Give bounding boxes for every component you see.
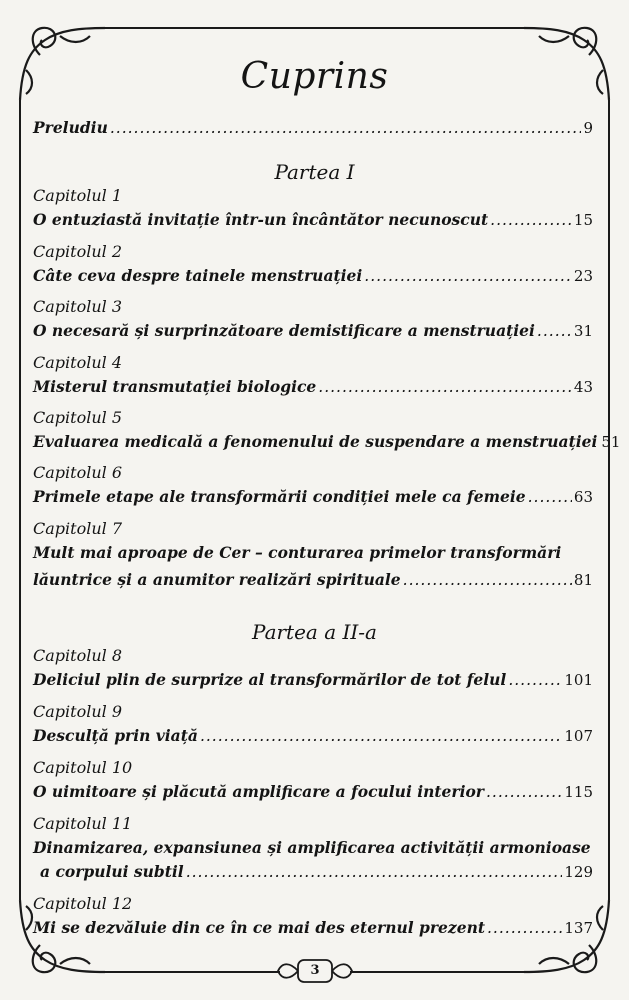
toc-entry[interactable] — [33, 266, 593, 288]
chapter-label: Capitolul 2 — [33, 242, 123, 261]
toc-page-number: 107 — [564, 727, 593, 745]
part-heading: Partea I — [274, 160, 355, 184]
leader-dots — [537, 322, 572, 340]
toc-page-number: 115 — [564, 783, 593, 801]
leader-dots — [490, 211, 572, 229]
toc-page-number: 15 — [573, 211, 593, 229]
toc-entry[interactable] — [33, 210, 593, 232]
toc-entry-line[interactable] — [33, 543, 593, 565]
toc-entry-title: O uimitoare și plăcută amplificare a focului interior — [33, 782, 484, 801]
toc-entry-title: Dinamizarea, expansiunea și amplificarea activității armonioase — [33, 838, 591, 857]
toc-entry[interactable] — [40, 862, 593, 884]
toc-entry[interactable] — [33, 321, 593, 343]
toc-page-number: 23 — [573, 267, 593, 285]
chapter-label: Capitolul 5 — [33, 408, 123, 427]
toc-entry[interactable] — [33, 918, 593, 940]
leader-dots — [318, 378, 572, 396]
part-heading: Partea a II-a — [252, 620, 377, 644]
chapter-label: Capitolul 9 — [33, 702, 123, 721]
page-number: 3 — [310, 963, 320, 978]
toc-entry-title: Primele etape ale transformării condiției mele ca femeie — [33, 487, 526, 506]
leader-dots — [200, 727, 562, 745]
toc-entry[interactable] — [33, 782, 593, 804]
toc-page-number: 137 — [564, 919, 593, 937]
leader-dots — [364, 267, 572, 285]
chapter-label: Capitolul 11 — [33, 814, 133, 833]
leader-dots — [486, 783, 562, 801]
toc-page-number: 101 — [564, 671, 593, 689]
chapter-label: Capitolul 3 — [33, 297, 123, 316]
toc-entry-title: O entuziastă invitație într-un încântător necunoscut — [33, 210, 489, 229]
toc-entry[interactable] — [33, 377, 593, 399]
toc-page-number: 9 — [583, 119, 593, 137]
leader-dots — [186, 863, 563, 881]
toc-entry-line[interactable] — [33, 838, 593, 860]
toc-entry-title: Desculță prin viață — [33, 726, 198, 745]
toc-page-number: 43 — [573, 378, 593, 396]
chapter-label: Capitolul 8 — [33, 646, 123, 665]
chapter-label: Capitolul 6 — [33, 463, 123, 482]
toc-entry-title: Mi se dezvăluie din ce în ce mai des eternul prezent — [33, 918, 485, 937]
leader-dots — [508, 671, 562, 689]
toc-entry-prelude[interactable] — [33, 118, 593, 140]
toc-entry-title: Câte ceva despre tainele menstruației — [33, 266, 363, 285]
toc-entry[interactable] — [33, 487, 593, 509]
toc-entry[interactable] — [33, 432, 621, 454]
toc-entry[interactable] — [33, 670, 593, 692]
chapter-label: Capitolul 1 — [33, 186, 123, 205]
page-title: Cuprins — [240, 56, 389, 97]
leader-dots — [487, 919, 562, 937]
toc-entry-title: Mult mai aproape de Cer – conturarea primelor transformări — [33, 543, 562, 562]
chapter-label: Capitolul 4 — [33, 353, 123, 372]
toc-entry-title: a corpului subtil — [40, 862, 184, 881]
toc-page-number: 129 — [564, 863, 593, 881]
toc-page-number: 51 — [601, 433, 621, 451]
toc-entry-title: Misterul transmutației biologice — [33, 377, 317, 396]
chapter-label: Capitolul 10 — [33, 758, 133, 777]
chapter-label: Capitolul 12 — [33, 894, 133, 913]
toc-page-number: 31 — [573, 322, 593, 340]
toc-page-number: 81 — [573, 571, 593, 589]
leader-dots — [403, 571, 572, 589]
toc-entry[interactable] — [33, 726, 593, 748]
chapter-label: Capitolul 7 — [33, 519, 123, 538]
toc-entry-title: Deliciul plin de surprize al transformărilor de tot felul — [33, 670, 507, 689]
toc-entry-title: O necesară și surprinzătoare demistificare a menstruației — [33, 321, 535, 340]
toc-entry-title: lăuntrice și a anumitor realizări spirituale — [33, 570, 401, 589]
toc-entry-title: Evaluarea medicală a fenomenului de suspendare a menstruației — [33, 432, 598, 451]
leader-dots — [528, 488, 572, 506]
toc-entry-title: Preludiu — [33, 118, 108, 137]
leader-dots — [110, 119, 582, 137]
toc-page-number: 63 — [573, 488, 593, 506]
toc-entry[interactable] — [33, 570, 593, 592]
